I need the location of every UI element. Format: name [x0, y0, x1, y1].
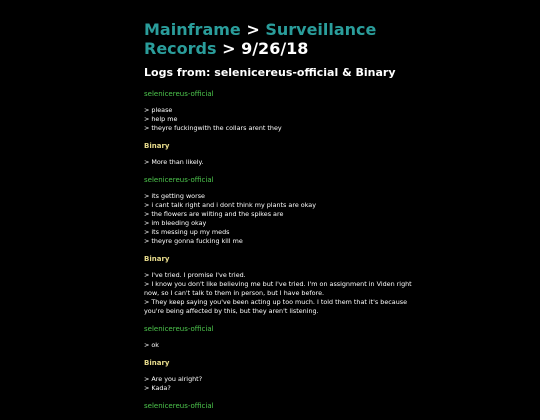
- message-line: > I know you don't like believing me but I've tried. I'm on assignment in Viden right now, so I can't talk to them in person, but I have before.: [144, 280, 412, 297]
- message-line: > theyre fuckingwith the collars arent they: [144, 124, 282, 132]
- speaker-name: selenicereus-official: [144, 402, 214, 410]
- message-line: > Are you alright?: [144, 375, 203, 383]
- breadcrumb-current-date: 9/26/18: [241, 39, 309, 58]
- speaker-name: Binary: [144, 255, 170, 263]
- log-entry: [144, 176, 414, 246]
- message-line: > theyre gonna fucking kill me: [144, 237, 243, 245]
- log-entry: [144, 325, 414, 350]
- message-line: > its getting worse: [144, 192, 205, 200]
- chat-log: [144, 90, 414, 411]
- message-line: > the flowers are wilting and the spikes are: [144, 210, 284, 218]
- message-line: > Kada?: [144, 384, 171, 392]
- log-content: [144, 20, 414, 420]
- log-entry: [144, 359, 414, 393]
- breadcrumb: [144, 20, 414, 58]
- log-entry: [144, 255, 414, 316]
- message-line: > More than likely.: [144, 158, 204, 166]
- speaker-name: Binary: [144, 359, 170, 367]
- speaker-name: Binary: [144, 142, 170, 150]
- speaker-name: selenicereus-official: [144, 325, 214, 333]
- message-line: > im bleeding okay: [144, 219, 207, 227]
- message-line: > help me: [144, 115, 178, 123]
- message-line: > its messing up my meds: [144, 228, 230, 236]
- message-line: > They keep saying you've been acting up too much. I told them that it's because you're being affected by this, but they aren't listening.: [144, 298, 408, 315]
- message-line: > ok: [144, 341, 159, 349]
- breadcrumb-link-surveillance[interactable]: Surveillance: [265, 20, 377, 39]
- breadcrumb-link-records[interactable]: Records: [144, 39, 217, 58]
- log-entry: [144, 402, 414, 411]
- breadcrumb-separator: >: [246, 20, 260, 39]
- log-entry: [144, 90, 414, 133]
- breadcrumb-link-mainframe[interactable]: Mainframe: [144, 20, 241, 39]
- log-entry: [144, 142, 414, 167]
- breadcrumb-separator: >: [222, 39, 236, 58]
- message-line: > please: [144, 106, 173, 114]
- message-line: > i cant talk right and i dont think my plants are okay: [144, 201, 316, 209]
- message-line: > I've tried. I promise I've tried.: [144, 271, 246, 279]
- log-title: Logs from: selenicereus-official & Binary: [144, 66, 396, 79]
- speaker-name: selenicereus-official: [144, 176, 214, 184]
- speaker-name: selenicereus-official: [144, 90, 214, 98]
